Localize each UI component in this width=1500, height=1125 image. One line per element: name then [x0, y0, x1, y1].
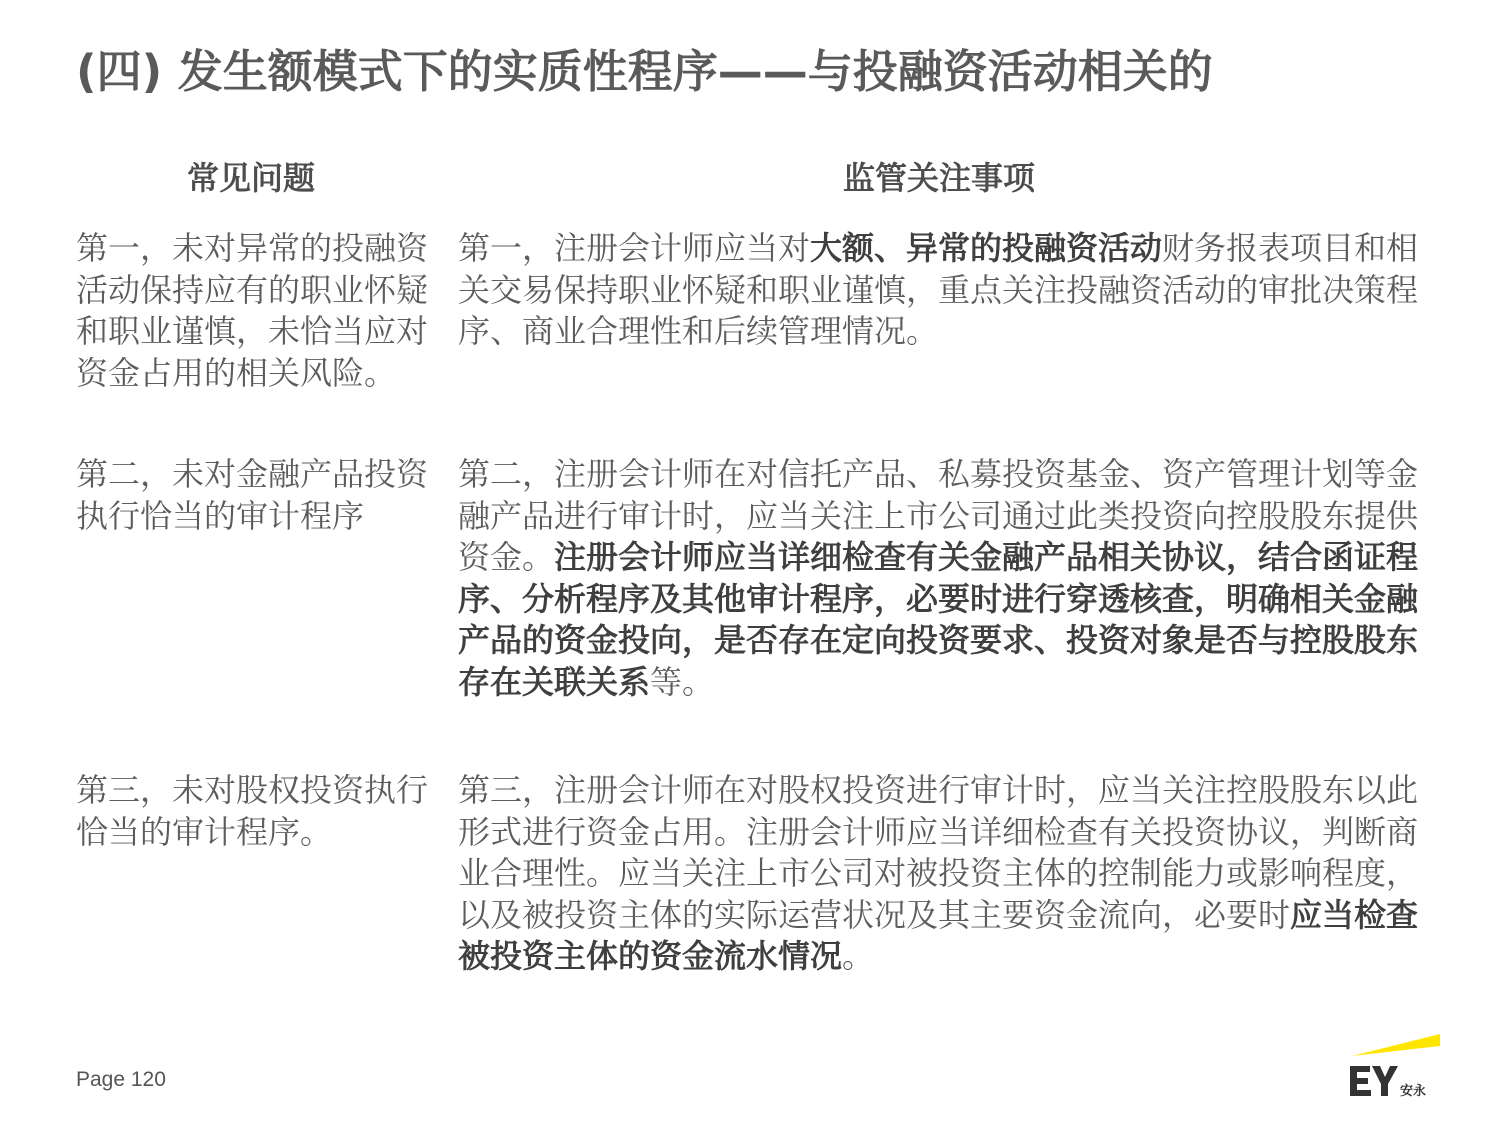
- ey-logo-wordmark: [1350, 1066, 1398, 1096]
- row-1-concern-emphasis: 大额、异常的投融资活动: [810, 229, 1163, 267]
- row-2-concern-emphasis: 注册会计师应当详细检查有关金融产品相关协议，结合函证程序、分析程序及其他审计程序，必要时进行穿透核查，明确相关金融产品的资金投向，是否存在定向投资要求、投资对象是否与控股股东存在关联关系: [458, 538, 1419, 701]
- row-3-issue: 第三，未对股权投资执行恰当的审计程序。: [76, 771, 429, 851]
- row-2-concern-text: 第二，注册会计师在对信托产品、私募投资基金、资产管理计划等金融产品进行审计时，应当关注上市公司通过此类投资向控股股东提供资金。: [458, 455, 1419, 576]
- page-title: (四) 发生额模式下的实质性程序——与投融资活动相关的: [76, 45, 1213, 98]
- page-number: Page 120: [76, 1068, 166, 1091]
- row-2-concern-text: 等。: [650, 662, 715, 701]
- row-3-concern-text: 第三，注册会计师在对股权投资进行审计时，应当关注控股股东以此形式进行资金占用。注册会计师应当详细检查有关投资协议，判断商业合理性。应当关注上市公司对被投资主体的控制能力或影响程度，以及被投资主体的实际运营状况及其主要资金流向，必要时: [458, 771, 1419, 934]
- ey-logo-accent-bar: [1352, 1034, 1440, 1056]
- row-1-concern-text: 财务报表项目和相关交易保持职业怀疑和职业谨慎，重点关注投融资活动的审批决策程序、商业合理性和后续管理情况。: [458, 229, 1419, 350]
- column-header-common-issues: 常见问题: [186, 159, 315, 197]
- ey-logo-sub: 安永: [1400, 1084, 1427, 1099]
- ey-logo: [1344, 1030, 1444, 1102]
- row-3-concern: [458, 770, 1422, 978]
- row-1-concern: [458, 228, 1422, 353]
- row-1-issue: 第一，未对异常的投融资活动保持应有的职业怀疑和职业谨慎，未恰当应对资金占用的相关风险。: [76, 229, 429, 392]
- row-2-concern: [458, 454, 1422, 703]
- row-3-concern-text: 。: [842, 937, 875, 975]
- column-header-regulatory-concerns: 监管关注事项: [842, 159, 1035, 197]
- row-2-issue: 第二，未对金融产品投资执行恰当的审计程序: [76, 455, 429, 535]
- row-1-concern-text: 第一，注册会计师应当对: [458, 229, 811, 267]
- row-3-concern-emphasis: 应当检查被投资主体的资金流水情况: [458, 895, 1419, 975]
